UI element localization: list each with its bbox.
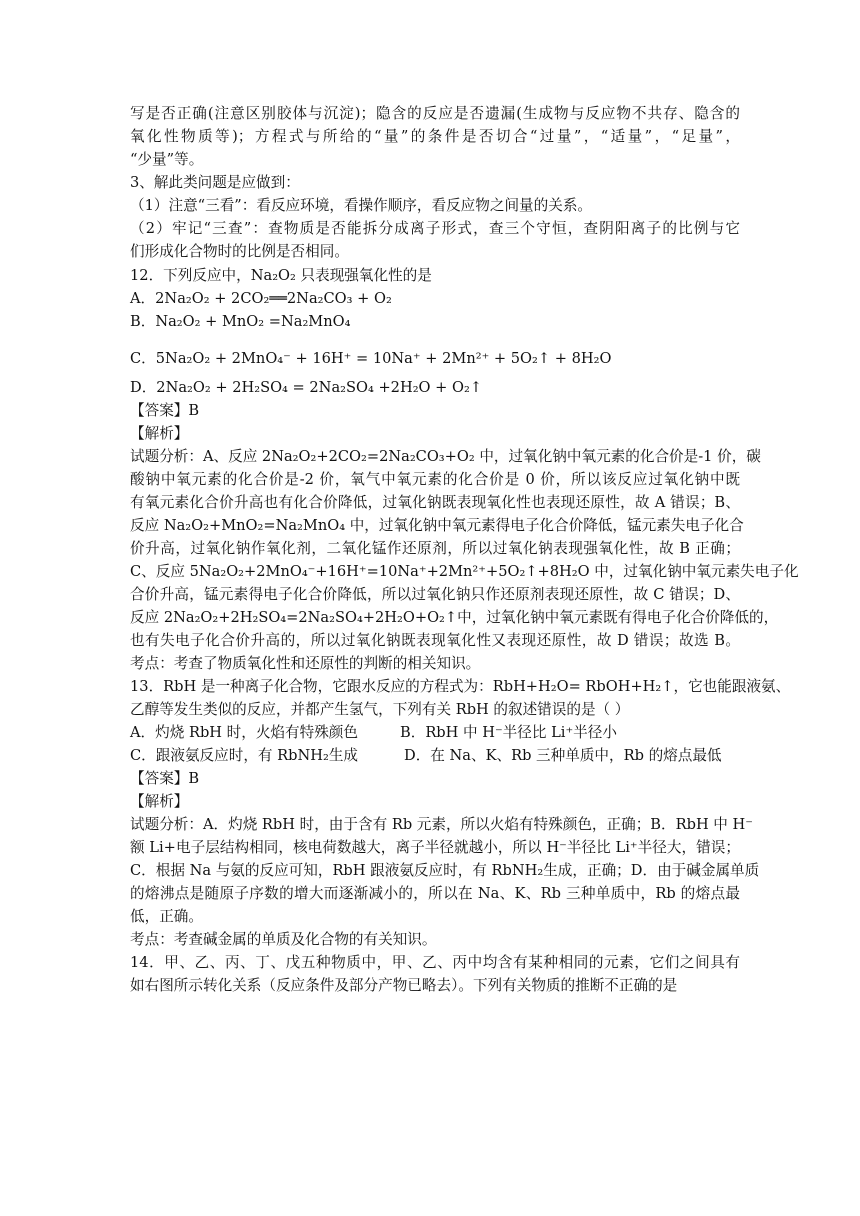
- text-line: 写是否正确(注意区别胶体与沉淀)；隐含的反应是否遗漏(生成物与反应物不共存、隐含的: [130, 105, 740, 122]
- q12-analysis-line: 反应 Na₂O₂+MnO₂=Na₂MnO₄ 中，过氧化钠中氧元素得电子化合价降低，锰元素失电子化合: [130, 517, 744, 534]
- q12-analysis-heading: 【解析】: [130, 425, 189, 442]
- q12-analysis-line: 有氧元素化合价升高也有化合价降低，过氧化钠既表现氧化性也表现还原性，故 A 错误；B、: [130, 494, 740, 511]
- text-line: （1）注意“三看”：看反应环境，看操作顺序，看反应物之间量的关系。: [130, 197, 593, 214]
- question-14-stem: 如右图所示转化关系（反应条件及部分产物已略去）。下列有关物质的推断不正确的是: [130, 977, 678, 994]
- q13-option-b: B．RbH 中 H⁻半径比 Li⁺半径小: [400, 724, 617, 741]
- q13-answer: 【答案】B: [130, 770, 200, 787]
- text-line: （2）牢记“三查”：查物质是否能拆分成离子形式，查三个守恒，查阴阳离子的比例与它: [130, 220, 740, 237]
- q13-analysis-heading: 【解析】: [130, 793, 189, 810]
- q13-option-d: D．在 Na、K、Rb 三种单质中，Rb 的熔点最低: [404, 747, 722, 764]
- q12-analysis-line: 试题分析：A、反应 2Na₂O₂+2CO₂=2Na₂CO₃+O₂ 中，过氧化钠中氧元素的化合价是-1 价，碳: [130, 448, 761, 465]
- q12-analysis-line: 酸钠中氧元素的化合价是-2 价，氧气中氧元素的化合价是 0 价，所以该反应过氧化钠中既: [130, 471, 740, 488]
- question-13-stem: 乙醇等发生类似的反应，并都产生氢气，下列有关 RbH 的叙述错误的是（ ）: [130, 701, 630, 718]
- text-line: 们形成化合物时的比例是否相同。: [130, 243, 349, 260]
- q12-analysis-line: C、反应 5Na₂O₂+2MnO₄⁻+16H⁺=10Na⁺+2Mn²⁺+5O₂↑+8H₂O 中，过氧化钠中氧元素失电子化: [130, 563, 799, 580]
- question-12-stem: 12．下列反应中，Na₂O₂ 只表现强氧化性的是: [130, 267, 432, 284]
- question-14-stem: 14．甲、乙、丙、丁、戊五种物质中，甲、乙、丙中均含有某种相同的元素，它们之间具有: [130, 954, 740, 971]
- text-line: “少量”等。: [130, 151, 204, 168]
- q13-analysis-line: 额 Li+电子层结构相同，核电荷数越大，离子半径就越小，所以 H⁻半径比 Li⁺半径大，错误；: [130, 839, 740, 856]
- q12-option-d: D．2Na₂O₂ + 2H₂SO₄ = 2Na₂SO₄ +2H₂O + O₂↑: [130, 379, 483, 396]
- q13-point: 考点：考查碱金属的单质及化合物的有关知识。: [130, 931, 437, 948]
- q13-option-a: A．灼烧 RbH 时，火焰有特殊颜色: [130, 724, 358, 741]
- q12-option-c: C．5Na₂O₂ + 2MnO₄⁻ + 16H⁺ = 10Na⁺ + 2Mn²⁺ + 5O₂↑ + 8H₂O: [130, 350, 612, 367]
- q12-answer: 【答案】B: [130, 402, 200, 419]
- q12-point: 考点：考查了物质氧化性和还原性的判断的相关知识。: [130, 655, 481, 672]
- q12-option-b: B．Na₂O₂ + MnO₂ =Na₂MnO₄: [130, 313, 351, 330]
- q12-option-a: A．2Na₂O₂ + 2CO₂══2Na₂CO₃ + O₂: [130, 290, 392, 307]
- text-line: 氧化性物质等)；方程式与所给的“量”的条件是否切合“过量”，“适量”，“足量”，: [130, 128, 740, 145]
- text-line: 3、解此类问题是应做到：: [130, 174, 300, 191]
- question-13-stem: 13．RbH 是一种离子化合物，它跟水反应的方程式为：RbH+H₂O= RbOH+H₂↑，它也能跟液氨、: [130, 678, 791, 695]
- q12-analysis-line: 价升高，过氧化钠作氧化剂，二氧化锰作还原剂，所以过氧化钠表现强氧化性，故 B 正确；: [130, 540, 740, 557]
- q12-analysis-line: 合价升高，锰元素得电子化合价降低，所以过氧化钠只作还原剂表现还原性，故 C 错误；D、: [130, 586, 740, 603]
- q13-analysis-line: 试题分析：A．灼烧 RbH 时，由于含有 Rb 元素，所以火焰有特殊颜色，正确；B．RbH 中 H⁻: [130, 816, 753, 833]
- q13-analysis-line: 低，正确。: [130, 908, 203, 925]
- q12-analysis-line: 反应 2Na₂O₂+2H₂SO₄=2Na₂SO₄+2H₂O+O₂↑中，过氧化钠中氧元素既有得电子化合价降低的，: [130, 609, 779, 626]
- q13-option-c: C．跟液氨反应时，有 RbNH₂生成: [130, 747, 359, 764]
- q13-analysis-line: C．根据 Na 与氨的反应可知，RbH 跟液氨反应时，有 RbNH₂生成，正确；D．由于碱金属单质: [130, 862, 760, 879]
- q12-analysis-line: 也有失电子化合价升高的，所以过氧化钠既表现氧化性又表现还原性，故 D 错误；故选 B。: [130, 632, 740, 649]
- q13-analysis-line: 的熔沸点是随原子序数的增大而逐渐减小的，所以在 Na、K、Rb 三种单质中，Rb 的熔点最: [130, 885, 740, 902]
